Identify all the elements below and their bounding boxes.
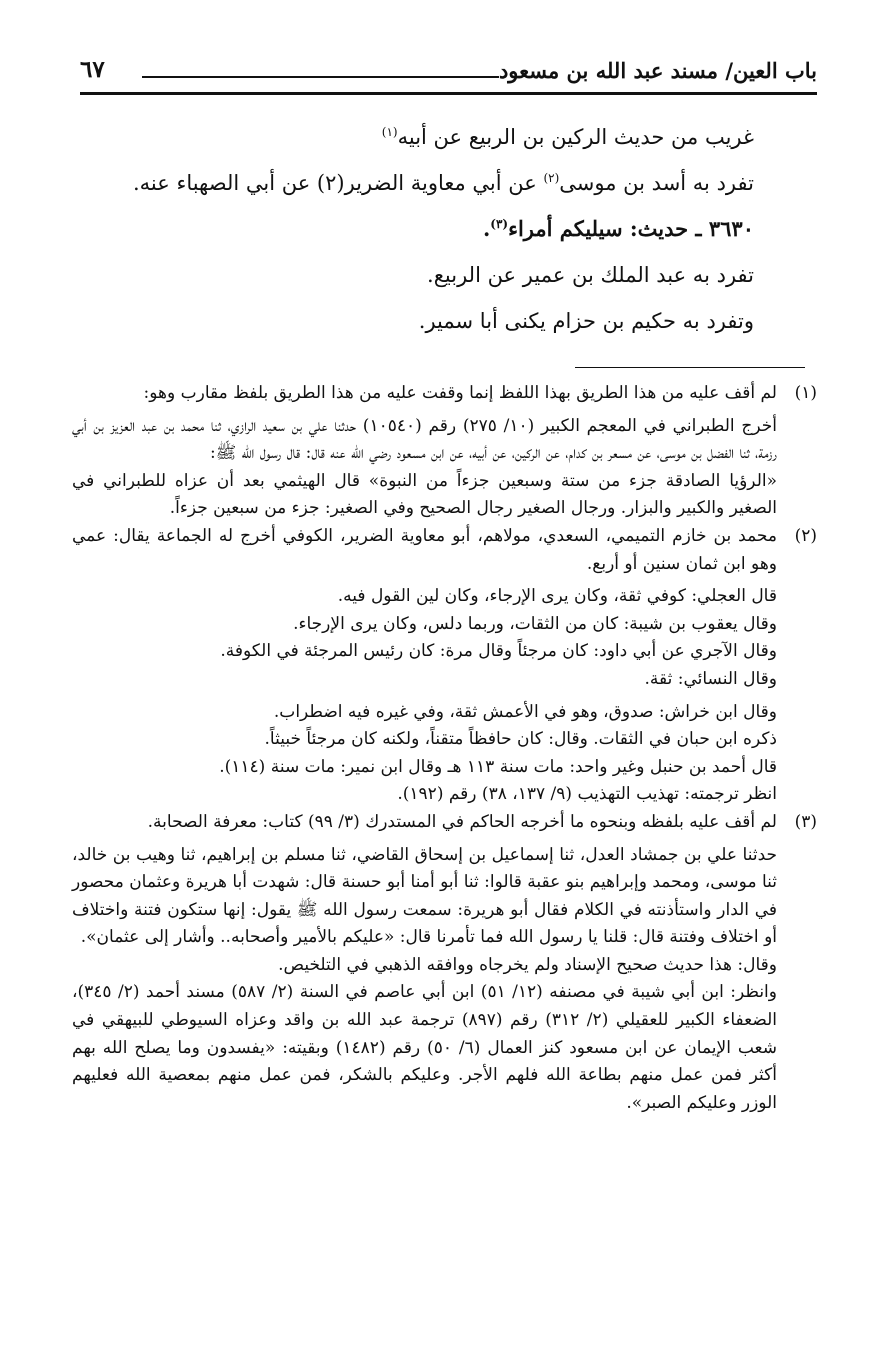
main-line: تفرد به عبد الملك بن عمير عن الربيع. — [427, 263, 754, 287]
main-line: غريب من حديث الركين بن الربيع عن أبيه$^{(١)}$ — [381, 125, 754, 149]
footnote-paragraph: أخرج الطبراني في المعجم الكبير (١٠/ ٢٧٥) رقم (١٠٥٤٠) حدثنا علي بن سعيد الرازي، ثنا محمد بن عبد العزيز بن أبي رزمة، ثنا الفضل بن موسى، عن مسعر بن كدام، عن الركين، عن أبيه، عن ابن مسعود رضي الله عنه قال: قال رسول الله ﷺ: — [72, 415, 777, 464]
footnote-paragraph: لم أقف عليه بلفظه وبنحوه ما أخرجه الحاكم في المستدرك (٣/ ٩٩) كتاب: معرفة الصحابة. — [147, 811, 777, 832]
footnote-paragraph: وانظر: ابن أبي شيبة في مصنفه (١٢/ ٥١) ابن أبي عاصم في السنة (٢/ ٥٨٧) مسند أحمد (٢/ ٣٤٥)، الضعفاء الكبير للعقيلي (٢/ ٣١٢) رقم (٨٩٧) ترجمة عبد الله بن واقد وعزاه السيوطي للبيهقي في شعب الإيمان عن ابن مسعود كنز العمال (٦/ ٥٠) رقم (١٤٨٢) وبقيته: «يفسدون وما يصلح الله بهم أكثر فمن عمل منهم بطاعة الله فلهم الأجر. وعليكم بالشكر، فمن عمل منهم بمعصية الله فعليهم الوزر وعليكم الصبر». — [72, 982, 777, 1113]
header-rule — [142, 76, 499, 78]
page-number: ٦٧ — [80, 56, 105, 83]
footnote-paragraph: قال العجلي: كوفي ثقة، وكان يرى الإرجاء، وكان لين القول فيه. — [337, 586, 777, 607]
footnote-paragraph: وقال الآجري عن أبي داود: كان مرجئاً وقال مرة: كان رئيس المرجئة في الكوفة. — [220, 641, 777, 662]
footnote-paragraph: «الرؤيا الصادقة جزء من ستة وسبعين جزءاً من النبوة» قال الهيثمي بعد أن عزاه للطبراني في الصغير والكبير والبزار. ورجال الصغير رجال الصحيح وفي الصغير: جزء من سبعين جزءاً. — [72, 470, 777, 519]
footnote-1 — [72, 380, 817, 523]
main-line: وتفرد به حكيم بن حزام يكنى أبا سمير. — [418, 309, 754, 333]
footnote-paragraph: وقال يعقوب بن شيبة: كان من الثقات، وربما دلس، وكان يرى الإرجاء. — [293, 613, 777, 634]
footnote-paragraph: حدثنا علي بن جمشاد العدل، ثنا إسماعيل بن إسحاق القاضي، ثنا مسلم بن إبراهيم، ثنا وهيب بن خالد، ثنا موسى، ومحمد وإبراهيم بنو عقبة قالوا: ثنا أبو أمنا أبو حسنة قال: شهدت أبا هريرة وعثمان محصور في الدار واستأذنته في الكلام فقال أبو هريرة: سمعت رسول الله ﷺ يقول: إنها ستكون فتنة واختلاف أو اختلاف وفتنة قال: قلنا يا رسول الله فما تأمرنا قال: «عليكم بالأمير وأصحابه.. وأشار إلى عثمان». — [71, 844, 777, 948]
footnote-number: (٣) — [794, 811, 817, 832]
footnote-paragraph: لم أقف عليه من هذا الطريق بهذا اللفظ إنما وقفت عليه من هذا الطريق بلفظ مقارب وهو: — [143, 383, 777, 403]
footnote-paragraph: وقال النسائي: ثقة. — [644, 668, 777, 689]
footnote-ref: (٣) — [490, 217, 509, 231]
footnote-paragraph: وقال: هذا حديث صحيح الإسناد ولم يخرجاه ووافقه الذهبي في التلخيص. — [278, 954, 777, 975]
footnote-paragraph: قال أحمد بن حنبل وغير واحد: مات سنة ١١٣ هـ وقال ابن نمير: مات سنة (١١٤). — [219, 756, 777, 777]
footnote-paragraph: ذكره ابن حبان في الثقات. وقال: كان حافظاً متقناً، ولكنه كان مرجئاً خبيثاً. — [264, 729, 777, 750]
page-header — [80, 52, 817, 95]
main-line: ٣٦٣٠ ـ حديث: سيليكم أمراء$^{(٣)}$. — [482, 216, 754, 241]
footnote-ref: (٢) — [543, 171, 560, 185]
footnote-ref: (١) — [381, 125, 398, 139]
footnote-paragraph: محمد بن خازم التميمي، السعدي، مولاهم، أبو معاوية الضرير، الكوفي أخرج له الجماعة يقال: عمي وهو ابن ثمان سنين أو أربع. — [72, 525, 777, 574]
footnote-paragraph: انظر ترجمته: تهذيب التهذيب (٩/ ١٣٧، ٣٨) رقم (١٩٢). — [397, 784, 777, 805]
footnote-2 — [72, 523, 817, 809]
footnote-separator — [575, 367, 805, 368]
main-line: تفرد به أسد بن موسى$^{(٢)}$ عن أبي معاوية الضرير(٢) عن أبي الصهباء عنه. — [132, 171, 754, 195]
running-title: باب العين/ مسند عبد الله بن مسعود — [498, 58, 817, 83]
main-text — [114, 114, 754, 344]
footnotes — [72, 380, 817, 1117]
footnote-paragraph: وقال ابن خراش: صدوق، وهو في الأعمش ثقة، وفي غيره فيه اضطراب. — [273, 701, 777, 722]
footnote-number: (١) — [794, 383, 817, 403]
footnote-3 — [72, 809, 817, 1118]
footnote-number: (٢) — [794, 525, 817, 546]
